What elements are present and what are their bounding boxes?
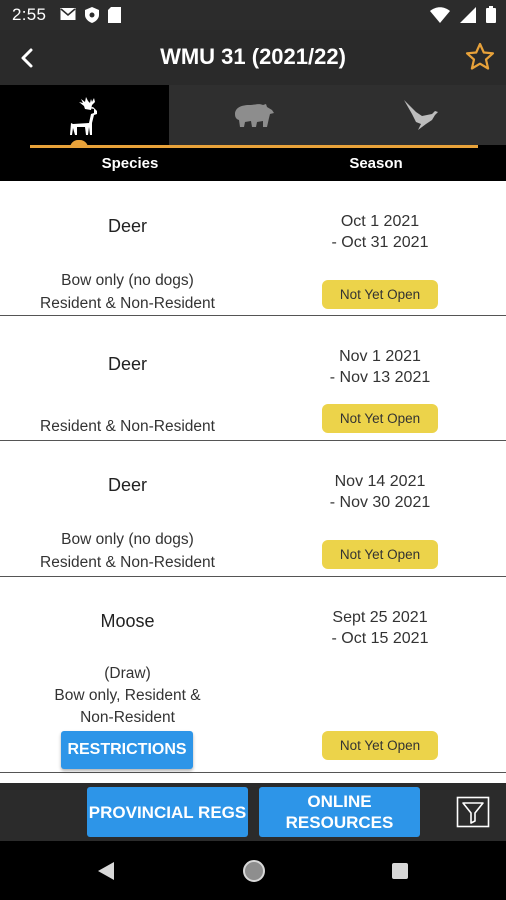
status-time: 2:55: [12, 5, 47, 24]
page-title: WMU 31 (2021/22): [160, 44, 346, 69]
online-resources-label-line1: ONLINE: [307, 792, 372, 811]
season-end: - Oct 15 2021: [331, 630, 429, 647]
season-column-header: Season: [349, 155, 403, 172]
category-tabs: [0, 85, 506, 181]
hunt-details: [0, 415, 255, 438]
favorite-star-icon[interactable]: [464, 41, 496, 73]
sd-card-icon: [108, 7, 121, 23]
notification-icons: [60, 7, 121, 23]
species-name: Moose: [100, 611, 155, 631]
season-end: - Oct 31 2021: [331, 234, 429, 251]
battery-icon: [486, 6, 496, 23]
season-dates: [260, 607, 500, 649]
season-row[interactable]: [0, 316, 506, 441]
hunt-details: [0, 269, 255, 315]
status-badge: Not Yet Open: [322, 404, 438, 433]
nav-home-icon[interactable]: [242, 859, 266, 883]
species-name: Deer: [107, 216, 147, 236]
nav-back-icon[interactable]: [96, 861, 116, 881]
wifi-icon: [430, 7, 450, 23]
hunt-details: [0, 663, 255, 729]
detail-line: Non-Resident: [80, 709, 175, 726]
tab-big-game[interactable]: [0, 85, 169, 145]
signal-icon: [460, 7, 476, 23]
app-bar: [0, 30, 506, 85]
season-end: - Nov 13 2021: [329, 369, 431, 386]
system-status-icons: [430, 6, 496, 23]
status-badge: Not Yet Open: [322, 280, 438, 309]
species-name: Deer: [107, 475, 147, 495]
season-dates: [260, 471, 500, 513]
tab-indicator: [30, 145, 478, 148]
status-bar: [0, 0, 506, 30]
online-resources-label-line2: RESOURCES: [285, 813, 394, 832]
status-badge: Not Yet Open: [322, 731, 438, 760]
detail-line: Bow only, Resident &: [54, 687, 201, 704]
bottom-action-bar: [0, 783, 506, 841]
season-dates: [260, 211, 500, 253]
detail-line: Resident & Non-Resident: [40, 295, 215, 312]
detail-line: (Draw): [104, 665, 151, 682]
filter-icon[interactable]: [456, 796, 490, 828]
shield-icon: [85, 7, 99, 23]
season-list: [0, 181, 506, 783]
detail-line: Bow only (no dogs): [61, 272, 194, 289]
detail-line: Bow only (no dogs): [61, 531, 194, 548]
season-row[interactable]: [0, 441, 506, 577]
season-start: Sept 25 2021: [332, 609, 428, 626]
season-dates: [260, 346, 500, 388]
species-column-header: Species: [101, 155, 159, 172]
detail-line: Resident & Non-Resident: [40, 554, 215, 571]
bird-icon: [402, 98, 442, 132]
season-start: Oct 1 2021: [340, 213, 420, 230]
bear-icon: [233, 100, 275, 130]
tab-birds[interactable]: [338, 85, 506, 145]
provincial-regs-button[interactable]: PROVINCIAL REGS: [87, 787, 248, 837]
season-row[interactable]: [0, 577, 506, 773]
season-end: - Nov 30 2021: [329, 494, 431, 511]
species-name: Deer: [107, 354, 147, 374]
season-row[interactable]: [0, 181, 506, 316]
detail-line: Resident & Non-Resident: [40, 418, 215, 435]
tab-bear[interactable]: [169, 85, 338, 145]
elk-icon: [63, 93, 107, 137]
system-nav-bar: [0, 841, 506, 900]
nav-recent-apps-icon[interactable]: [391, 862, 409, 880]
online-resources-button[interactable]: [259, 787, 420, 837]
status-badge: Not Yet Open: [322, 540, 438, 569]
restrictions-button[interactable]: RESTRICTIONS: [61, 731, 193, 769]
tab-indicator-notch: [70, 140, 88, 148]
season-start: Nov 14 2021: [334, 473, 426, 490]
mail-icon: [60, 7, 76, 21]
season-start: Nov 1 2021: [339, 348, 421, 365]
hunt-details: [0, 528, 255, 574]
